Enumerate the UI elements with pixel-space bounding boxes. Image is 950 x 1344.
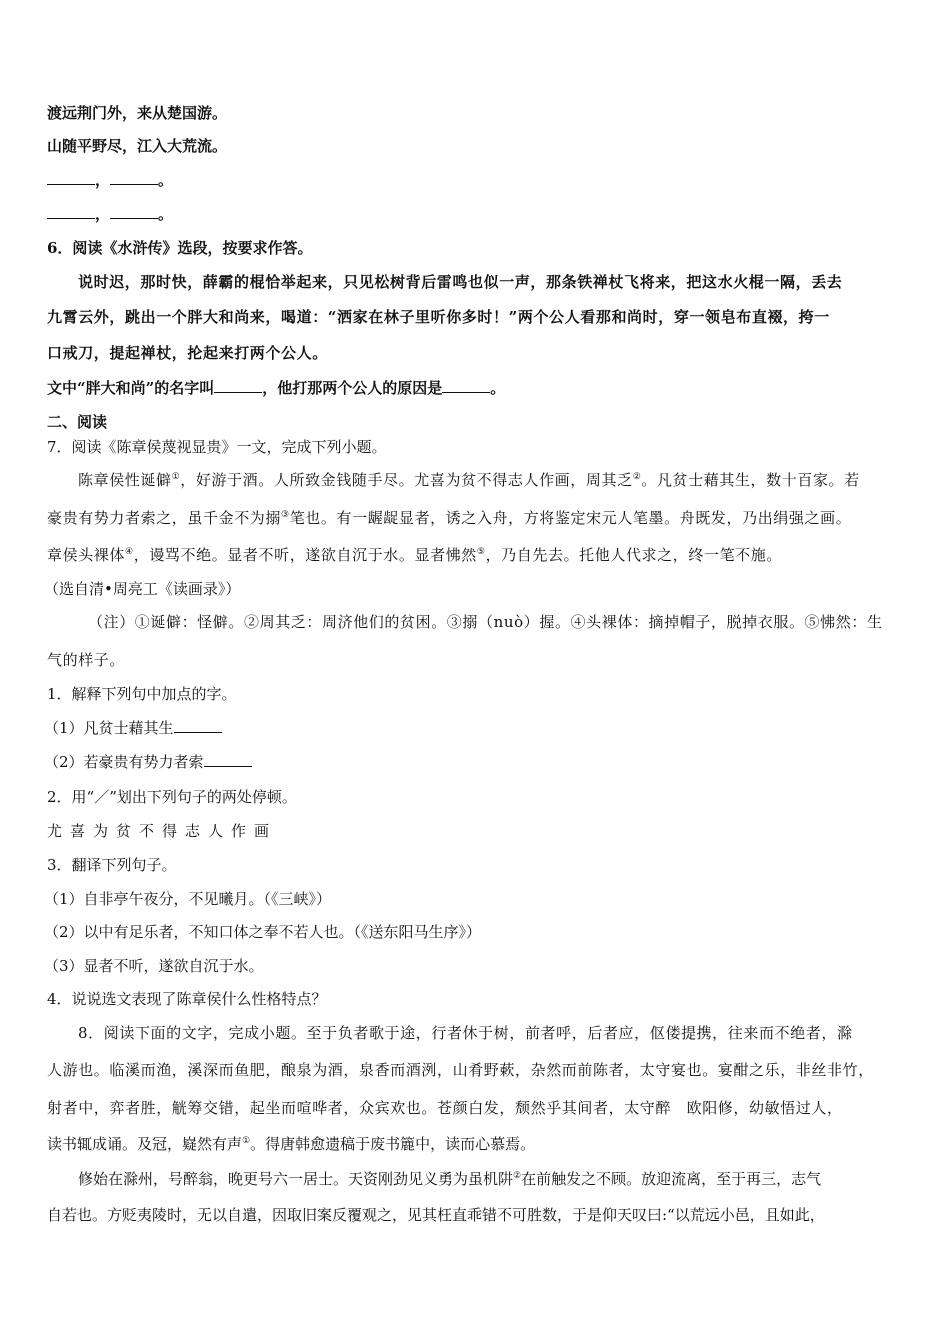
section-2-heading: 二、阅读 xyxy=(47,413,108,431)
q7-sub-3-c: （3）显者不听，遂欲自沉于水。 xyxy=(44,957,264,975)
q7-sub-3: 3．翻译下列句子。 xyxy=(47,856,177,874)
q7-source: （选自清•周亮工《读画录》） xyxy=(44,580,241,598)
poem-line-2: 山随平野尽，江入大荒流。 xyxy=(47,137,228,155)
q7-text-line-3: 章侯头裸体④，谩骂不绝。显者不听，遂欲自沉于水。显者怫然⑤，乃自先去。托他人代求之，终一笔不施。 xyxy=(47,546,782,564)
q7-sub-3-b: （2）以中有足乐者，不知口体之奉不若人也。（《送东阳马生序》） xyxy=(44,923,482,941)
poem-line-1: 渡远荆门外，来从楚国游。 xyxy=(47,104,228,122)
q7-notes-line-2: 气的样子。 xyxy=(47,651,126,669)
answer-blank[interactable] xyxy=(110,170,158,185)
q8-line-3: 射者中，弈者胜，觥筹交错，起坐而喧哗者，众宾欢也。苍颜白发，颓然乎其间者，太守醉 欧阳修，幼敏悟过人， xyxy=(47,1099,843,1117)
poem-blank-line-2: ， 。 xyxy=(47,204,917,224)
answer-blank[interactable] xyxy=(174,718,222,733)
q7-notes-line-1: （注）①诞僻：怪僻。②周其乏：周济他们的贫困。③搦（nuò）握。④头裸体：摘掉帽子，脱掉衣服。⑤怫然：生 xyxy=(88,613,883,631)
q7-sub-3-a: （1）自非亭午夜分，不见曦月。（《三峡》） xyxy=(44,890,332,908)
q8-line-4: 读书辄成诵。及冠，嶷然有声①。得唐韩愈遗稿于废书簏中，读而心慕焉。 xyxy=(47,1135,536,1153)
answer-blank[interactable] xyxy=(110,204,158,219)
q6-passage-line-3: 口戒刀，提起禅杖，抡起来打两个公人。 xyxy=(47,344,328,362)
answer-blank[interactable] xyxy=(442,378,490,393)
q7-sub-1: 1．解释下列句中加点的字。 xyxy=(47,685,237,703)
q7-sub-2: 2．用“／”划出下列句子的两处停顿。 xyxy=(47,788,297,806)
poem-blank-line-1: ， 。 xyxy=(47,170,917,190)
q7-sub-1-b: （2）若豪贵有势力者索 xyxy=(44,752,914,772)
question-7-title: 7．阅读《陈章侯蔑视显贵》一文，完成下列小题。 xyxy=(47,438,387,456)
q8-line-1: 8．阅读下面的文字，完成小题。至于负者歌于途，行者休于树，前者呼，后者应，伛偻提携，往来而不绝者，滁 xyxy=(78,1024,853,1042)
q6-question: 文中“胖大和尚”的名字叫 ，他打那两个公人的原因是 。 xyxy=(47,379,506,397)
answer-blank[interactable] xyxy=(214,378,262,393)
q7-sub-2-sentence: 尤喜为贫不得志人作画 xyxy=(47,822,278,840)
answer-blank[interactable] xyxy=(47,204,95,219)
q8-line-6: 自若也。方贬夷陵时，无以自遣，因取旧案反覆观之，见其枉直乖错不可胜数，于是仰天叹曰:“以荒远小邑，且如此， xyxy=(47,1206,825,1224)
q7-text-line-2: 豪贵有势力者索之，虽千金不为搦③笔也。有一龌龊显者，诱之入舟，方将鉴定宋元人笔墨。舟既发，乃出绢强之画。 xyxy=(47,509,852,527)
q7-sub-1-a: （1）凡贫士藉其生 xyxy=(44,718,914,738)
q8-line-5: 修始在滁州，号醉翁，晚更号六一居士。天资刚劲见义勇为虽机阱②在前触发之不顾。放迎流离，至于再三，志气 xyxy=(78,1170,822,1188)
q6-passage-line-1: 说时迟，那时快，薛霸的棍恰举起来，只见松树背后雷鸣也似一声，那条铁禅杖飞将来，把这水火棍一隔，丢去 xyxy=(78,273,843,291)
answer-blank[interactable] xyxy=(204,752,252,767)
q6-passage-line-2: 九霄云外，跳出一个胖大和尚来，喝道：“洒家在林子里听你多时！”两个公人看那和尚时，穿一领皂布直裰，挎一 xyxy=(47,308,830,326)
answer-blank[interactable] xyxy=(47,170,95,185)
q7-sub-4: 4．说说选文表现了陈章侯什么性格特点？ xyxy=(47,990,327,1008)
question-6-title: 6．阅读《水浒传》选段，按要求作答。 xyxy=(47,239,313,257)
q7-text-line-1: 陈章侯性诞僻①，好游于酒。人所致金钱随手尽。尤喜为贫不得志人作画，周其乏②。凡贫士藉其生，数十百家。若 xyxy=(78,471,860,489)
q8-line-2: 人游也。临溪而渔，溪深而鱼肥，酿泉为酒，泉香而酒洌，山肴野蔌，杂然而前陈者，太守宴也。宴酣之乐，非丝非竹， xyxy=(47,1061,874,1079)
